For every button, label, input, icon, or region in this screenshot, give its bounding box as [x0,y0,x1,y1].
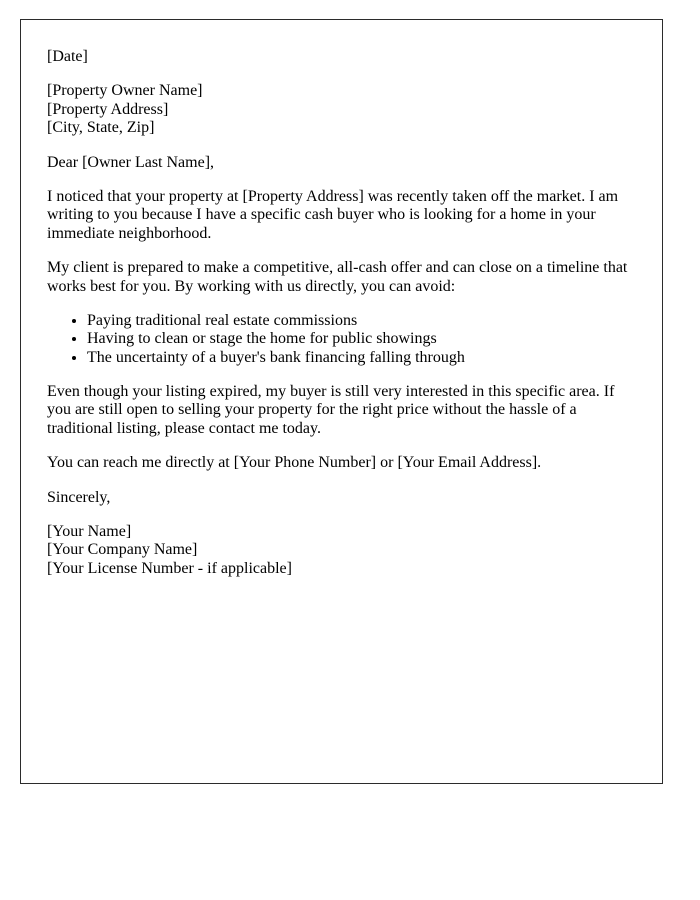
paragraph-offer: My client is prepared to make a competitive, all-cash offer and can close on a timeline that works best for you. By working with us directly, you can avoid: [47,259,628,295]
signature-license-line: [Your License Number - if applicable] [47,559,292,577]
benefit-item-commissions: • Paying traditional real estate commissions [87,312,636,330]
benefit-item-financing: • The uncertainty of a buyer's bank financing falling through [87,349,636,367]
benefits-list [47,312,636,367]
paragraph-expired-listing: Even though your listing expired, my buyer is still very interested in this specific area. If you are still open to selling your property for the right price without the hassle of a traditional listing, please contact me today. [47,383,615,437]
signature-name-line: [Your Name] [47,523,132,541]
date-placeholder: [Date] [47,48,88,65]
paragraph-contact: You can reach me directly at [Your Phone Number] or [Your Email Address]. [47,454,542,472]
signature-block [47,523,636,578]
signature-company-line: [Your Company Name] [47,541,198,559]
benefit-item-showings: • Having to clean or stage the home for public showings [87,330,636,348]
recipient-city-state-zip-line: [City, State, Zip] [47,119,155,137]
recipient-address-line: [Property Address] [47,100,169,118]
salutation: Dear [Owner Last Name], [47,153,215,171]
sign-off: Sincerely, [47,488,111,506]
recipient-address-block [47,82,636,137]
recipient-name-line: [Property Owner Name] [47,82,203,100]
letter-document [20,19,663,784]
paragraph-intro: I noticed that your property at [Property Address] was recently taken off the market. I am writing to you because I have a specific cash buyer who is looking for a home in your immediate neighborhood. [47,187,619,242]
